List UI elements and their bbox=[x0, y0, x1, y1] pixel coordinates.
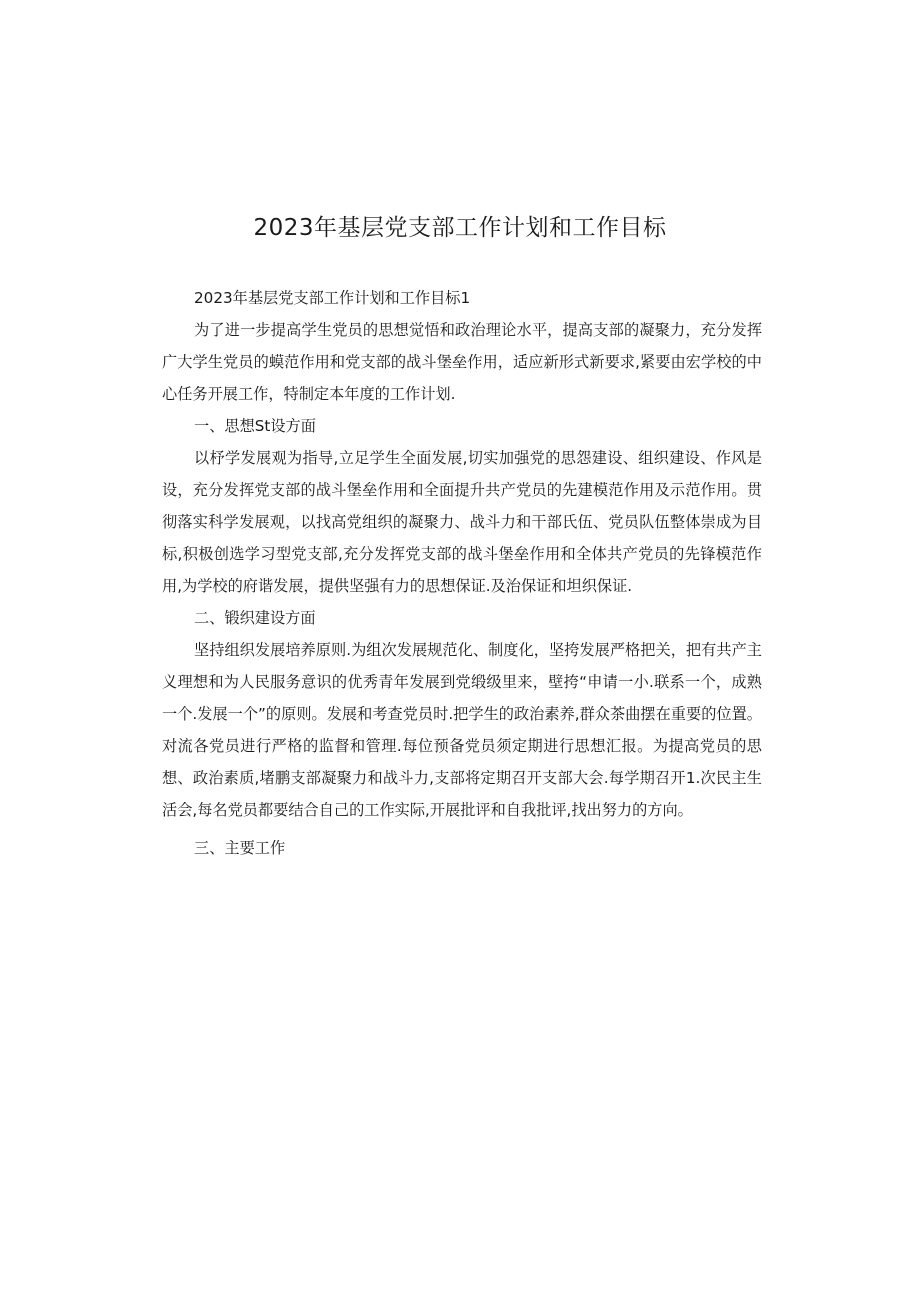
section-heading-organization: 二、锻织建设方面 bbox=[194, 609, 316, 627]
document-body bbox=[162, 282, 762, 864]
ideology-paragraph: 以杼学发展观为指导,立足学生全面发展,切实加强党的思怨建设、组织建设、作风是设，充分发挥党支部的战斗堡垒作用和全面提升共产党员的先建模范作用及示范作用。贯彻落实科学发展观，以找高党组织的凝聚力、战斗力和干部氏伍、党员队伍整体崇成为目标,积极创选学习型党支部,充分发挥党支部的战斗堡垒作用和全体共产党员的先锋模范作用,为学校的府谐发展，提供坚强有力的思想保证.及治保证和坦织保证. bbox=[162, 449, 762, 595]
section-heading-main-work: 三、主要工作 bbox=[194, 839, 286, 857]
document-title: 2023年基层党支部工作计划和工作目标 bbox=[253, 215, 667, 241]
subtitle-paragraph: 2023年基层党支部工作计划和工作目标1 bbox=[194, 289, 471, 307]
section-heading-ideology: 一、思想St设方面 bbox=[194, 417, 316, 435]
intro-paragraph: 为了进一步提高学生党员的思想觉悟和政治理论水平，提高支部的凝聚力，充分发挥广大学生党员的蟆范作用和党支部的战斗堡垒作用，适应新形式新要求,紧要由宏学校的中心任务开展工作，特制定本年度的工作计划. bbox=[162, 321, 762, 403]
organization-paragraph: 坚持组织发展培养原则.为组次发展规范化、制度化，坚挎发展严格把关，把有共产主义理想和为人民服务意识的优秀青年发展到党缎级里来，壁挎“申请一小.联系一个，成熟一个.发展一个”的原则。发展和考查党员时.把学生的政治素养,群众茶曲摆在重要的位置。对流各党员进行严格的监督和管理.每位预备党员须定期进行思想汇报。为提高党员的思想、政治素质,堵鹏支部凝聚力和战斗力,支部将定期召开支部大会.每学期召开1.次民主生活会,每名党员都要结合自己的工作实际,开展批评和自我批评,找出努力的方向。 bbox=[162, 641, 762, 819]
